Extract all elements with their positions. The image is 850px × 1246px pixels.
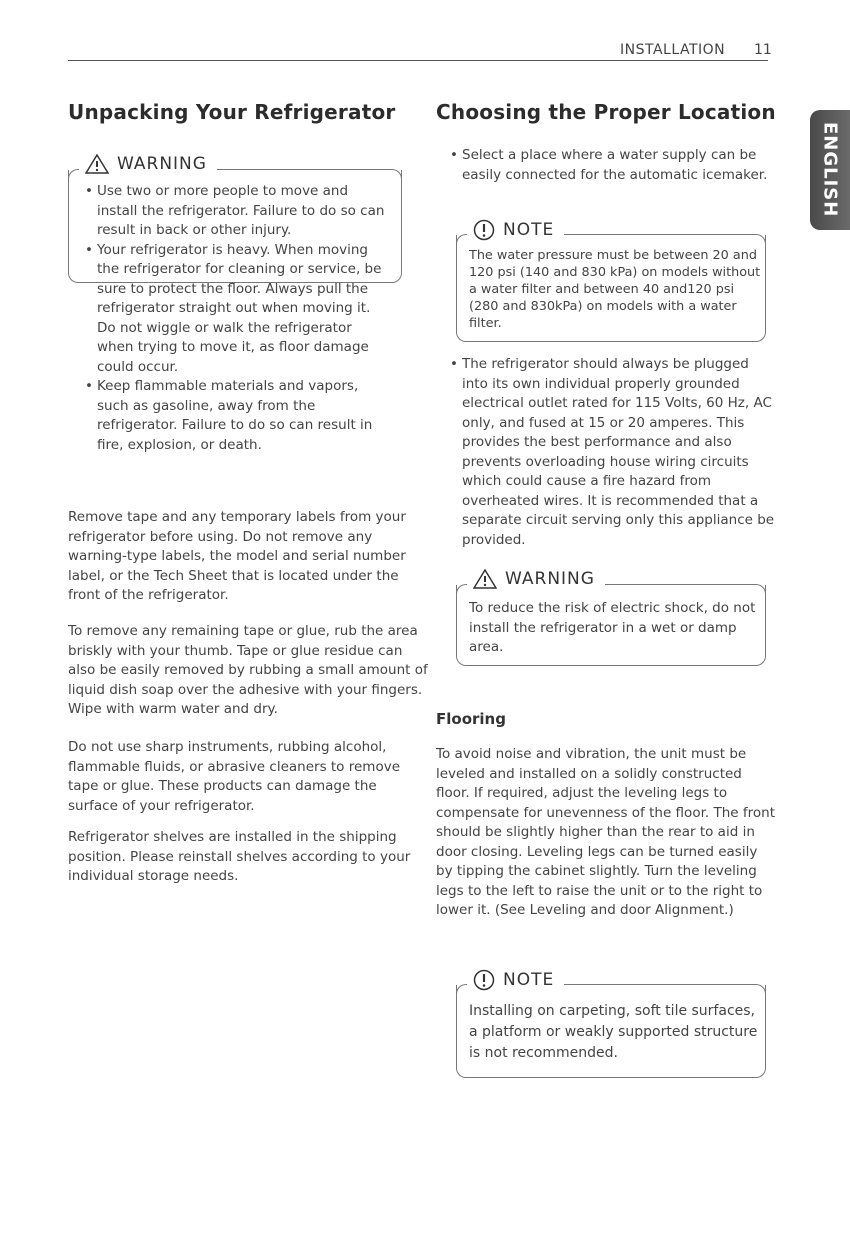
paragraph: To remove any remaining tape or glue, rub the area briskly with your thumb. Tape or glue residue can also be easily removed by rubbing a small amount of liquid dish soap over the adhesive with your fingers. Wipe with warm water and dry. (68, 623, 428, 717)
warning-list (85, 182, 385, 455)
warning-label: WARNING (505, 569, 595, 589)
note-box-pressure (456, 220, 766, 342)
location-list-2 (450, 355, 775, 550)
note-text: Installing on carpeting, soft tile surfaces, a platform or weakly supported structure is not recommended. (469, 1003, 758, 1061)
note-box-flooring (456, 970, 766, 1078)
warning-box-unpacking (68, 154, 402, 453)
paragraph: Remove tape and any temporary labels from your refrigerator before using. Do not remove any warning-type labels, the model and serial number label, or the Tech Sheet that is located under the front of the refrigerator. (68, 509, 406, 603)
warning-item: • Keep flammable materials and vapors, such as gasoline, away from the refrigerator. Failure to do so can result in fire, explosion, or death. (85, 377, 385, 455)
location-list-1 (450, 146, 770, 185)
flooring-heading: Flooring (436, 710, 506, 728)
paragraph: Refrigerator shelves are installed in the shipping position. Please reinstall shelves according to your individual storage needs. (68, 829, 411, 884)
location-item: • The refrigerator should always be plugged into its own individual properly grounded electrical outlet rated for 115 Volts, 60 Hz, AC only, and fused at 15 or 20 amperes. This provides the best performance and also prevents overloading house wiring circuits which could cause a fire hazard from overheated wires. It is recommended that a separate circuit serving only this appliance be provided. (450, 355, 775, 550)
warning-item: • Use two or more people to move and install the refrigerator. Failure to do so can result in back or other injury. (85, 182, 385, 241)
note-label: NOTE (503, 970, 555, 990)
note-icon (473, 969, 495, 991)
page-number: 11 (754, 42, 772, 58)
warning-text: To reduce the risk of electric shock, do not install the refrigerator in a wet or damp area. (469, 600, 756, 655)
header-rule (68, 60, 768, 61)
warning-item: • Your refrigerator is heavy. When moving the refrigerator for cleaning or service, be sure to protect the floor. Always pull the refrigerator straight out when moving it. Do not wiggle or walk the refrigerator when trying to move it, as floor damage could occur. (85, 241, 385, 378)
section-title-location: Choosing the Proper Location (436, 100, 776, 124)
running-header-section: INSTALLATION (620, 42, 726, 58)
paragraph: Do not use sharp instruments, rubbing alcohol, flammable fluids, or abrasive cleaners to remove tape or glue. These products can damage the surface of your refrigerator. (68, 739, 400, 814)
warning-label: WARNING (117, 154, 207, 174)
warning-box-shock (456, 569, 766, 666)
location-item: • Select a place where a water supply can be easily connected for the automatic icemaker. (450, 146, 770, 185)
note-text: The water pressure must be between 20 and 120 psi (140 and 830 kPa) on models without a water filter and between 40 and120 psi (280 and 830kPa) on models with a water filter. (469, 248, 761, 331)
language-tab-label: ENGLISH (819, 122, 841, 218)
section-title-unpacking: Unpacking Your Refrigerator (68, 100, 396, 124)
note-label: NOTE (503, 220, 555, 240)
note-icon (473, 219, 495, 241)
warning-triangle-icon (473, 569, 497, 589)
language-tab (810, 110, 850, 230)
flooring-text: To avoid noise and vibration, the unit must be leveled and installed on a solidly constructed floor. If required, adjust the leveling legs to compensate for unevenness of the floor. The front should be slightly higher than the rear to aid in door closing. Leveling legs can be turned easily by tipping the cabinet slightly. Turn the leveling legs to the left to raise the unit or to the right to lower it. (See Leveling and door Alignment.) (436, 746, 775, 918)
warning-triangle-icon (85, 154, 109, 174)
